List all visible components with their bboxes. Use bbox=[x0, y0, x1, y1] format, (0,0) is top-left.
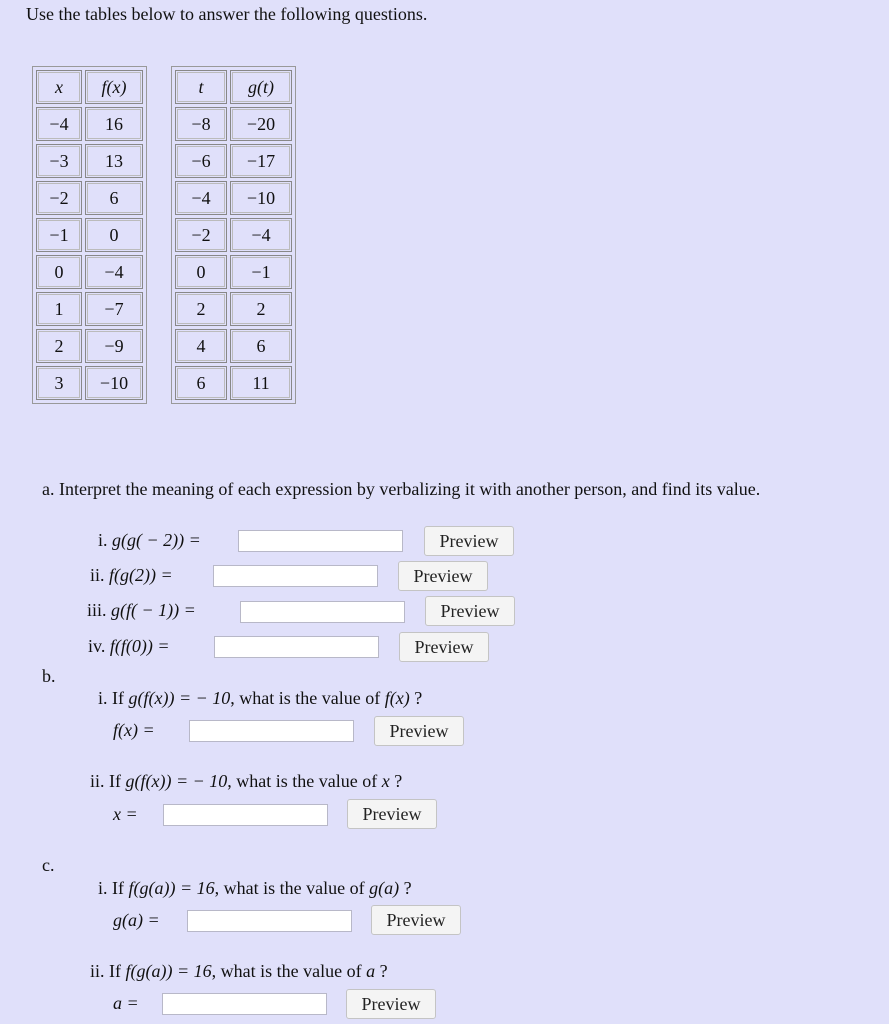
table-cell: −4 bbox=[85, 255, 143, 289]
table-cell: −1 bbox=[36, 218, 82, 252]
table-cell: 1 bbox=[36, 292, 82, 326]
table-cell: −2 bbox=[36, 181, 82, 215]
question-text: , what is the value of bbox=[214, 878, 365, 898]
table-header-row bbox=[36, 70, 143, 104]
answer-label-b-i: f(x) = bbox=[113, 720, 155, 740]
expression: f(x) bbox=[384, 688, 410, 708]
table-cell: −3 bbox=[36, 144, 82, 178]
part-c-label: c. bbox=[42, 855, 55, 875]
table-cell: −4 bbox=[230, 218, 292, 252]
question-mark: ? bbox=[394, 771, 403, 791]
answer-input-a-i[interactable] bbox=[238, 530, 403, 552]
part-a-iii-question bbox=[87, 600, 196, 621]
answer-label-c-ii: a = bbox=[113, 993, 139, 1013]
expression: g(g( − 2)) = bbox=[112, 530, 201, 550]
question-text: , what is the value of bbox=[227, 771, 378, 791]
table-header: f(x) bbox=[85, 70, 143, 104]
table-cell: 0 bbox=[36, 255, 82, 289]
answer-input-a-ii[interactable] bbox=[213, 565, 378, 587]
expression: f(f(0)) = bbox=[109, 636, 170, 656]
expression: f(g(2)) = bbox=[109, 565, 173, 585]
answer-input-a-iii[interactable] bbox=[240, 601, 405, 623]
expression: a bbox=[366, 961, 376, 981]
part-b-label: b. bbox=[42, 666, 56, 686]
table-row bbox=[36, 181, 143, 215]
preview-button-b-ii[interactable]: Preview bbox=[347, 799, 437, 829]
expression: f(g(a)) = 16 bbox=[128, 878, 215, 898]
table-cell: −2 bbox=[175, 218, 227, 252]
table-header-row bbox=[175, 70, 292, 104]
table-cell: −4 bbox=[36, 107, 82, 141]
table-cell: 3 bbox=[36, 366, 82, 400]
preview-button-a-ii[interactable]: Preview bbox=[398, 561, 488, 591]
part-c-i-question bbox=[98, 878, 412, 899]
expression: x bbox=[381, 771, 390, 791]
table-cell: 13 bbox=[85, 144, 143, 178]
answer-label-c-i: g(a) = bbox=[113, 910, 160, 930]
table-cell: 6 bbox=[230, 329, 292, 363]
expression: g(a) bbox=[369, 878, 400, 898]
question-number: i. If bbox=[98, 878, 124, 898]
table-header: g(t) bbox=[230, 70, 292, 104]
table-row bbox=[36, 218, 143, 252]
part-b-ii-question bbox=[90, 771, 402, 792]
table-row bbox=[175, 144, 292, 178]
table-row bbox=[36, 255, 143, 289]
expression: f(g(a)) = 16 bbox=[125, 961, 212, 981]
table-row bbox=[175, 329, 292, 363]
table-cell: 2 bbox=[175, 292, 227, 326]
table-cell: 6 bbox=[175, 366, 227, 400]
preview-button-b-i[interactable]: Preview bbox=[374, 716, 464, 746]
instructions: Use the tables below to answer the following questions. bbox=[26, 4, 428, 24]
table-row bbox=[36, 366, 143, 400]
part-a-i-question bbox=[98, 530, 201, 551]
table-row bbox=[36, 292, 143, 326]
table-cell: 2 bbox=[36, 329, 82, 363]
answer-input-b-ii[interactable] bbox=[163, 804, 328, 826]
table-header: x bbox=[36, 70, 82, 104]
table-cell: −17 bbox=[230, 144, 292, 178]
preview-button-a-iv[interactable]: Preview bbox=[399, 632, 489, 662]
table-cell: 6 bbox=[85, 181, 143, 215]
table-cell: 0 bbox=[85, 218, 143, 252]
question-number: i. If bbox=[98, 688, 124, 708]
part-b-i-question bbox=[98, 688, 422, 709]
part-c-ii-question bbox=[90, 961, 388, 982]
preview-button-c-ii[interactable]: Preview bbox=[346, 989, 436, 1019]
table-row bbox=[175, 107, 292, 141]
table-cell: −10 bbox=[230, 181, 292, 215]
table-row bbox=[36, 107, 143, 141]
table-row bbox=[175, 218, 292, 252]
preview-button-c-i[interactable]: Preview bbox=[371, 905, 461, 935]
table-cell: −4 bbox=[175, 181, 227, 215]
table-cell: −8 bbox=[175, 107, 227, 141]
preview-button-a-i[interactable]: Preview bbox=[424, 526, 514, 556]
table-row bbox=[175, 181, 292, 215]
table-cell: −6 bbox=[175, 144, 227, 178]
question-mark: ? bbox=[414, 688, 423, 708]
question-number: iii. bbox=[87, 600, 107, 620]
question-number: ii. If bbox=[90, 961, 121, 981]
answer-input-c-i[interactable] bbox=[187, 910, 352, 932]
table-cell: 0 bbox=[175, 255, 227, 289]
question-number: i. bbox=[98, 530, 108, 550]
table-cell: −1 bbox=[230, 255, 292, 289]
part-a-ii-question bbox=[90, 565, 173, 586]
expression: g(f(x)) = − 10 bbox=[128, 688, 231, 708]
question-text: , what is the value of bbox=[211, 961, 362, 981]
question-number: ii. If bbox=[90, 771, 121, 791]
question-number: iv. bbox=[88, 636, 106, 656]
answer-input-a-iv[interactable] bbox=[214, 636, 379, 658]
expression: g(f(x)) = − 10 bbox=[125, 771, 228, 791]
question-mark: ? bbox=[403, 878, 412, 898]
table-cell: 4 bbox=[175, 329, 227, 363]
table-cell: 16 bbox=[85, 107, 143, 141]
table-cell: −7 bbox=[85, 292, 143, 326]
answer-label-b-ii: x = bbox=[113, 804, 138, 824]
table-row bbox=[175, 292, 292, 326]
part-a-label: a. Interpret the meaning of each expression by verbalizing it with another person, and find its value. bbox=[42, 479, 761, 499]
table-f bbox=[32, 66, 147, 404]
table-row bbox=[175, 255, 292, 289]
preview-button-a-iii[interactable]: Preview bbox=[425, 596, 515, 626]
table-row bbox=[36, 144, 143, 178]
table-cell: 2 bbox=[230, 292, 292, 326]
question-mark: ? bbox=[379, 961, 388, 981]
question-number: ii. bbox=[90, 565, 105, 585]
table-cell: −9 bbox=[85, 329, 143, 363]
table-cell: −20 bbox=[230, 107, 292, 141]
question-text: , what is the value of bbox=[230, 688, 381, 708]
table-g bbox=[171, 66, 296, 404]
expression: g(f( − 1)) = bbox=[111, 600, 196, 620]
answer-input-c-ii[interactable] bbox=[162, 993, 327, 1015]
table-cell: 11 bbox=[230, 366, 292, 400]
part-a-iv-question bbox=[88, 636, 169, 657]
table-header: t bbox=[175, 70, 227, 104]
table-row bbox=[36, 329, 143, 363]
table-cell: −10 bbox=[85, 366, 143, 400]
table-row bbox=[175, 366, 292, 400]
answer-input-b-i[interactable] bbox=[189, 720, 354, 742]
